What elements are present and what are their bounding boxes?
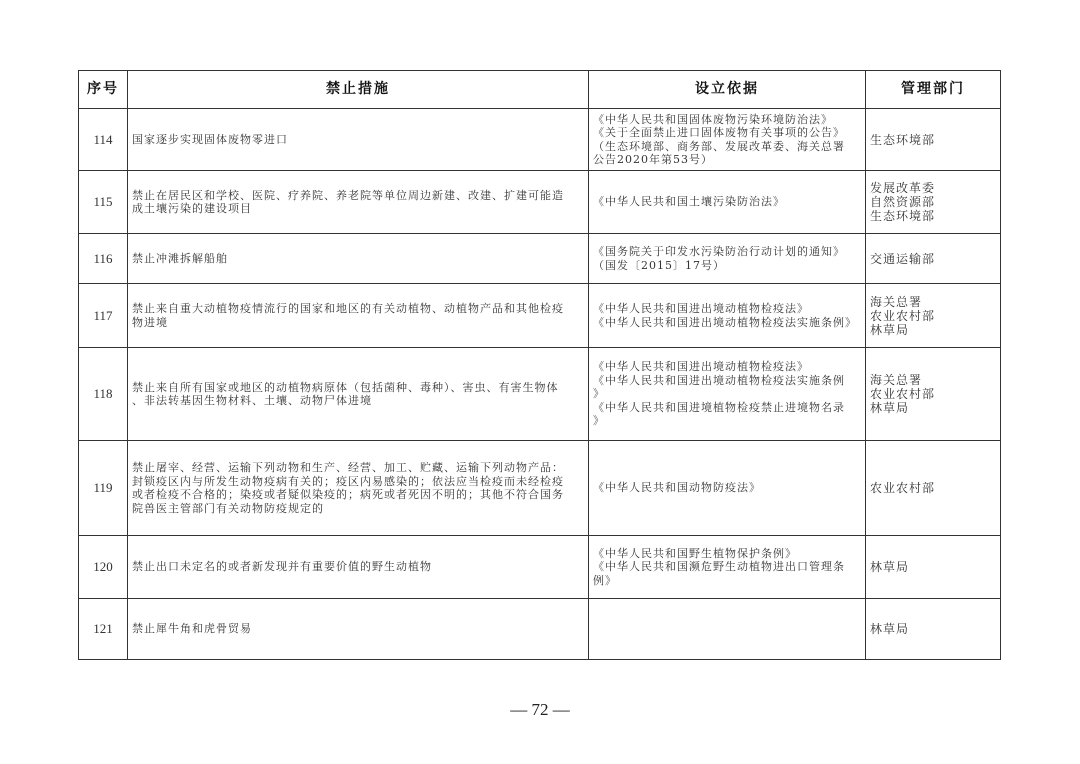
basis-cell-line: 《关于全面禁止进口固体废物有关事项的公告》 [593,126,845,139]
measure-cell [128,536,589,599]
basis-cell [589,441,866,536]
basis-cell-line: 《中华人民共和国土壤污染防治法》 [593,195,785,209]
department-cell-line: 发展改革委 [870,181,936,195]
measure-cell-line: 、非法转基因生物材料、土壤、动物尸体进境 [132,394,372,407]
measure-cell-line: 禁止来自重大动植物疫情流行的国家和地区的有关动植物、动植物产品和其他检疫 [132,302,564,315]
table-row [79,234,1001,284]
row-number: 119 [79,441,128,536]
measure-cell [128,109,589,171]
measure-cell [128,441,589,536]
department-cell-line: 林草局 [870,322,910,337]
basis-cell-line: （国发〔2015〕17号） [593,258,725,272]
table-row [79,599,1001,660]
row-number: 117 [79,284,128,348]
measure-cell-line: 国家逐步实现固体废物零进口 [132,132,288,146]
row-number: 115 [79,171,128,234]
department-cell-line: 海关总署 [870,294,923,309]
measure-cell [128,284,589,348]
department-cell [866,284,1001,348]
header-measure: 禁止措施 [128,71,589,109]
basis-cell [589,348,866,441]
department-cell-line: 海关总署 [870,373,923,387]
department-cell [866,536,1001,599]
row-number: 120 [79,536,128,599]
measure-cell [128,599,589,660]
department-cell [866,234,1001,284]
department-cell-line: 生态环境部 [870,209,936,223]
table-row [79,441,1001,536]
basis-cell [589,284,866,348]
table-row [79,536,1001,599]
measure-cell-line: 禁止犀牛角和虎骨贸易 [132,622,252,636]
basis-cell [589,171,866,234]
header-number: 序号 [79,71,128,109]
basis-cell-line: 《中华人民共和国动物防疫法》 [593,481,761,495]
basis-cell-line: 《中华人民共和国野生植物保护条例》 [593,546,797,560]
measure-cell-line: 物进境 [132,315,168,329]
measure-cell [128,234,589,284]
basis-cell [589,536,866,599]
basis-cell-line: 《中华人民共和国固体废物污染环境防治法》 [593,112,833,126]
basis-cell-line: 》 [593,387,605,401]
measure-cell [128,348,589,441]
row-number: 116 [79,234,128,284]
prohibition-table [78,70,1001,660]
table-header-row [79,71,1001,109]
basis-cell-line: （生态环境部、商务部、发展改革委、海关总署 [593,139,845,153]
department-cell-line: 林草局 [870,622,910,636]
row-number: 121 [79,599,128,660]
table-row [79,284,1001,348]
basis-cell [589,109,866,171]
department-cell [866,109,1001,171]
department-cell-line: 农业农村部 [870,308,936,323]
page-number: — 72 — [510,700,570,719]
basis-cell [589,599,866,660]
department-cell-line: 交通运输部 [870,251,936,266]
department-cell-line: 林草局 [870,401,910,415]
measure-cell-line: 院兽医主管部门有关动物防疫规定的 [132,501,324,515]
department-cell-line: 自然资源部 [870,195,936,209]
table-row [79,109,1001,171]
measure-cell [128,171,589,234]
basis-cell-line: 《中华人民共和国濒危野生动植物进出口管理条 [593,560,845,574]
department-cell [866,599,1001,660]
department-cell [866,441,1001,536]
basis-cell-line: 公告2020年第53号） [593,153,713,166]
header-department: 管理部门 [866,71,1001,109]
basis-cell-line: 《中华人民共和国进出境动植物检疫法实施条例 [593,373,845,387]
measure-cell-line: 禁止冲滩拆解船舶 [132,251,228,265]
department-cell-line: 农业农村部 [870,387,936,401]
row-number: 114 [79,109,128,171]
measure-cell-line: 或者检疫不合格的；染疫或者疑似染疫的；病死或者死因不明的；其他不符合国务 [132,488,564,501]
measure-cell-line: 禁止出口未定名的或者新发现并有重要价值的野生动植物 [132,560,432,574]
department-cell-line: 农业农村部 [870,481,936,495]
header-basis: 设立依据 [589,71,866,109]
basis-cell-line: 例》 [593,573,617,587]
department-cell [866,171,1001,234]
measure-cell-line: 禁止在居民区和学校、医院、疗养院、养老院等单位周边新建、改建、扩建可能造 [132,188,564,202]
table-row [79,171,1001,234]
measure-cell-line: 禁止来自所有国家或地区的动植物病原体（包括菌种、毒种）、害虫、有害生物体 [132,380,559,394]
row-number: 118 [79,348,128,441]
basis-cell-line: 》 [593,414,605,428]
basis-cell-line: 《中华人民共和国进出境动植物检疫法实施条例》 [593,315,857,329]
measure-cell-line: 禁止屠宰、经营、运输下列动物和生产、经营、加工、贮藏、运输下列动物产品： [132,461,564,474]
table-row [79,348,1001,441]
measure-cell-line: 封锁疫区内与所发生动物疫病有关的；疫区内易感染的；依法应当检疫而未经检疫 [132,474,564,488]
basis-cell-line: 《国务院关于印发水污染防治行动计划的通知》 [593,245,845,258]
department-cell [866,348,1001,441]
basis-cell [589,234,866,284]
basis-cell-line: 《中华人民共和国进出境动植物检疫法》 [593,302,809,315]
department-cell-line: 生态环境部 [870,132,936,147]
measure-cell-line: 成土壤污染的建设项目 [132,202,252,215]
department-cell-line: 林草局 [870,560,910,574]
basis-cell-line: 《中华人民共和国进出境动植物检疫法》 [593,360,809,374]
basis-cell-line: 《中华人民共和国进境植物检疫禁止进境物名录 [593,400,845,414]
